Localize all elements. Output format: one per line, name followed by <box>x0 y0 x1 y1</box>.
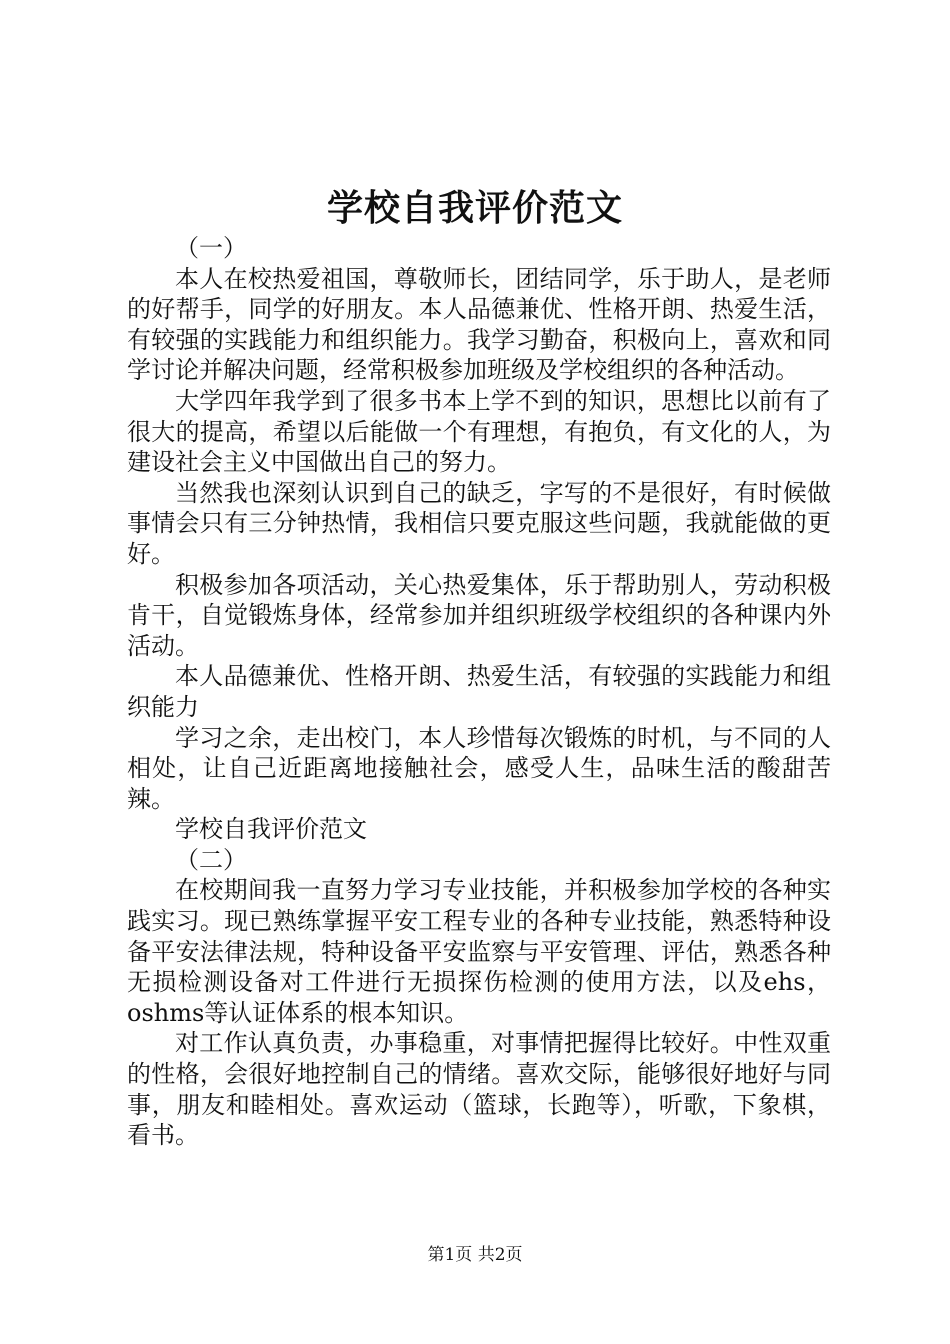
section-heading-2: （二） <box>175 845 247 874</box>
paragraph: 学习之余，走出校门，本人珍惜每次锻炼的时机，与不同的人相处，让自己近距离地接触社会，感受人生，品味生活的酸甜苦辣。 <box>127 723 831 813</box>
paragraph: 大学四年我学到了很多书本上学不到的知识，思想比以前有了很大的提高，希望以后能做一个有理想，有抱负，有文化的人，为建设社会主义中国做出自己的努力。 <box>127 386 831 477</box>
paragraph: 本人品德兼优、性格开朗、热爱生活，有较强的实践能力和组织能力 <box>127 662 831 721</box>
inline-subtitle: 学校自我评价范文 <box>175 815 367 844</box>
paragraph: 在校期间我一直努力学习专业技能，并积极参加学校的各种实践实习。现已熟练掌握平安工程专业的各种专业技能，熟悉特种设备平安法律法规，特种设备平安监察与平安管理、评估，熟悉各种无损检测设备对工件进行无损探伤检测的使用方法，以及ehs，oshms等认证体系的根本知识。 <box>127 876 831 1027</box>
paragraph: 当然我也深刻认识到自己的缺乏，字写的不是很好，有时候做事情会只有三分钟热情，我相信只要克服这些问题，我就能做的更好。 <box>127 478 831 568</box>
section-heading-1: （一） <box>175 234 247 262</box>
paragraph: 积极参加各项活动，关心热爱集体，乐于帮助别人，劳动积极肯干，自觉锻炼身体，经常参加并组织班级学校组织的各种课内外活动。 <box>127 570 831 660</box>
document-title: 学校自我评价范文 <box>326 187 623 229</box>
page-number: 第1页 共2页 <box>427 1245 523 1265</box>
paragraph: 本人在校热爱祖国，尊敬师长，团结同学，乐于助人，是老师的好帮手，同学的好朋友。本人品德兼优、性格开朗、热爱生活，有较强的实践能力和组织能力。我学习勤奋，积极向上，喜欢和同学讨论并解决问题，经常积极参加班级及学校组织的各种活动。 <box>127 264 831 385</box>
document-body <box>127 233 831 1151</box>
paragraph: 对工作认真负责，办事稳重，对事情把握得比较好。中性双重的性格，会很好地控制自己的情绪。喜欢交际，能够很好地好与同事，朋友和睦相处。喜欢运动（篮球，长跑等），听歌，下象棋，看书。 <box>127 1029 831 1150</box>
